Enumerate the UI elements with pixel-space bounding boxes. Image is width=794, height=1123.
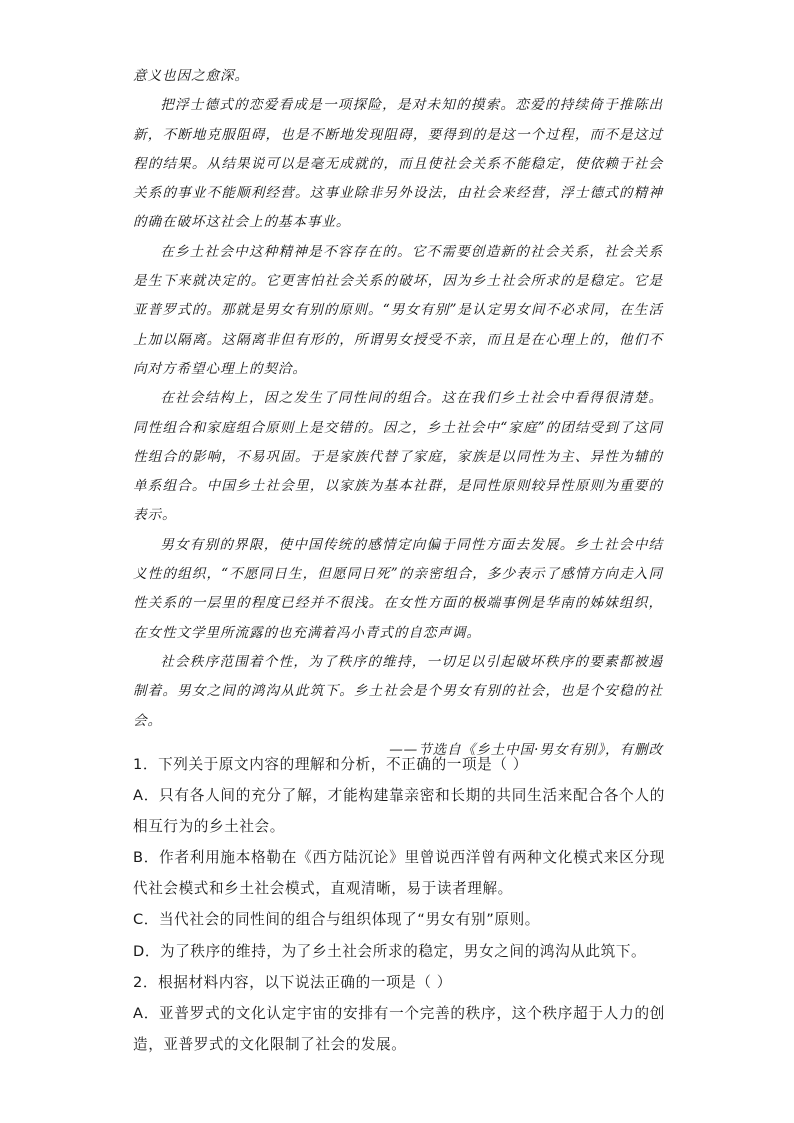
question-1-option-b: B．作者利用施本格勒在《西方陆沉论》里曾说西洋曾有两种文化模式来区分现代社会模式和乡土社会模式，直观清晰，易于读者理解。 [133, 849, 665, 898]
question-2-option-a: A．亚普罗式的文化认定宇宙的安排有一个完善的秩序，这个秩序超于人力的创造，亚普罗式的文化限制了社会的发展。 [133, 1004, 665, 1053]
passage-paragraph: 社会秩序范围着个性，为了秩序的维持，一切足以引起破坏秩序的要素都被遏制着。男女之间的鸿沟从此筑下。乡土社会是个男女有别的社会，也是个安稳的社会。 [133, 653, 663, 729]
question-1-option-c: C．当代社会的同性间的组合与组织体现了“男女有别”原则。 [133, 911, 540, 929]
passage-paragraph: 在社会结构上，因之发生了同性间的组合。这在我们乡土社会中看得很清楚。同性组合和家庭组合原则上是交错的。因之，乡土社会中“家庭”的团结受到了这同性组合的影响，不易巩固。于是家族代替了家庭，家族是以同性为主、异性为辅的单系组合。中国乡土社会里，以家族为基本社群，是同性原则较异性原则为重要的表示。 [133, 390, 663, 524]
question-section [133, 749, 665, 1060]
question-1-stem: 1．下列关于原文内容的理解和分析，不正确的一项是（ ） [133, 756, 528, 773]
passage-paragraph: 把浮士德式的恋爱看成是一项探险，是对未知的摸索。恋爱的持续倚于推陈出新，不断地克服阻碍，也是不断地发现阻碍，要得到的是这一个过程，而不是这过程的结果。从结果说可以是毫无成就的，而且使社会关系不能稳定，使依赖于社会关系的事业不能顺利经营。这事业除非另外设法，由社会来经营，浮士德式的精神的确在破坏这社会上的基本事业。 [133, 97, 663, 231]
passage-paragraph: 男女有别的界限，使中国传统的感情定向偏于同性方面去发展。乡土社会中结义性的组织，“不愿同日生，但愿同日死”的亲密组合，多少表示了感情方向走入同性关系的一层里的程度已经并不很浅。在女性方面的极端事例是华南的姊妹组织，在女性文学里所流露的也充满着冯小青式的自恋声调。 [133, 536, 663, 641]
question-1-option-a: A．只有各人间的充分了解，才能构建靠亲密和长期的共同生活来配合各个人的相互行为的乡土社会。 [133, 787, 665, 836]
question-2-stem: 2．根据材料内容，以下说法正确的一项是（ ） [133, 973, 453, 991]
passage-source: ——节选自《乡土中国·男女有别》，有删改 [389, 741, 663, 758]
reading-passage [133, 62, 663, 765]
question-1-option-d: D．为了秩序的维持，为了乡土社会所求的稳定，男女之间的鸿沟从此筑下。 [133, 942, 647, 960]
passage-paragraph: 在乡土社会中这种精神是不容存在的。它不需要创造新的社会关系，社会关系是生下来就决定的。它更害怕社会关系的破坏，因为乡土社会所求的是稳定。它是亚普罗式的。那就是男女有别的原则。“男女有别”是认定男女间不必求同，在生活上加以隔离。这隔离非但有形的，所谓男女授受不亲，而且是在心理上的，他们不向对方希望心理上的契洽。 [133, 243, 663, 377]
passage-paragraph: 意义也因之愈深。 [133, 68, 249, 84]
